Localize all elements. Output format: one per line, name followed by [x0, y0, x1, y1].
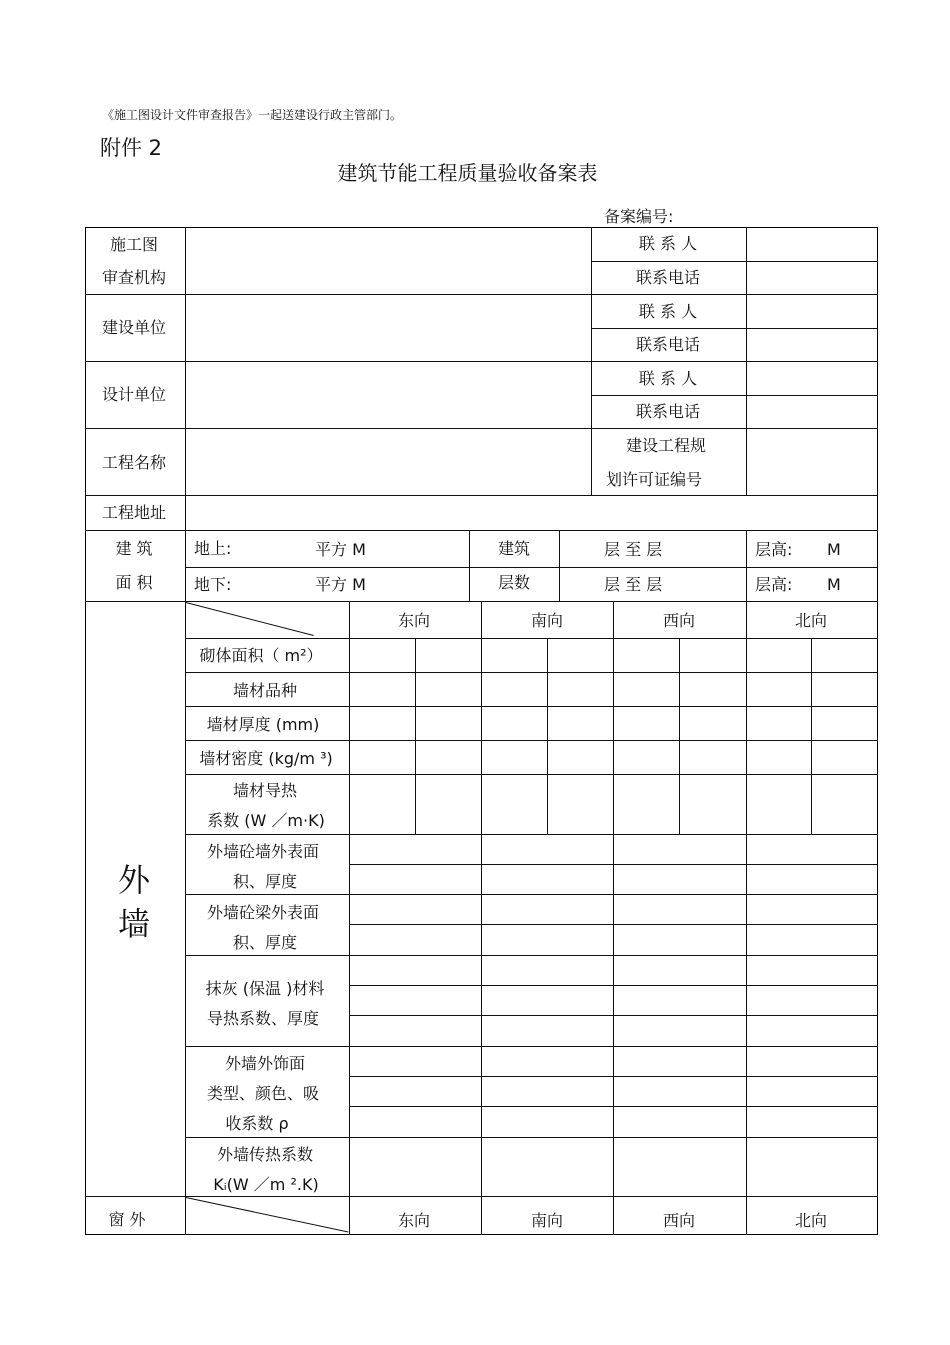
attachment-label: 附件 2 — [100, 136, 163, 160]
window-direction-south: 南向 — [530, 1211, 564, 1230]
project-address-label: 工程地址 — [101, 503, 167, 522]
concrete-beam-label-1: 外墙砼梁外表面 — [206, 903, 320, 922]
wall-density-label: 墙材密度 (kg/m ³) — [199, 749, 333, 768]
contact-person-label-1: 联 系 人 — [638, 234, 698, 253]
below-ground-label: 地下: — [194, 575, 232, 594]
concrete-wall-label-2: 积、厚度 — [232, 872, 298, 891]
wall-thickness-label: 墙材厚度 (mm) — [206, 715, 320, 734]
exterior-wall-label-1: 外 — [117, 861, 151, 899]
window-direction-west: 西向 — [662, 1211, 696, 1230]
plaster-label-1: 抹灰 (保温 )材料 — [205, 979, 325, 998]
record-number-label: 备案编号: — [604, 207, 674, 226]
building-area-label-2: 面 积 — [115, 573, 153, 592]
contact-phone-label-1: 联系电话 — [635, 268, 701, 287]
direction-east: 东向 — [397, 611, 431, 630]
finish-label-1: 外墙外饰面 — [224, 1054, 306, 1073]
permit-label-2: 划许可证编号 — [605, 470, 703, 489]
contact-person-label-3: 联 系 人 — [638, 369, 698, 388]
building-area-label-1: 建 筑 — [115, 539, 153, 558]
header-diagonal — [186, 602, 314, 636]
heat-transfer-label-2: Kᵢ(W ／m ².K) — [213, 1175, 319, 1194]
window-direction-north: 北向 — [794, 1211, 828, 1230]
floor-height-below-label: 层高: — [755, 575, 793, 594]
window-header-diagonal — [186, 1197, 349, 1232]
design-unit-label: 设计单位 — [101, 385, 167, 404]
direction-west: 西向 — [662, 611, 696, 630]
window-direction-east: 东向 — [397, 1211, 431, 1230]
wall-conductivity-label-2: 系数 (W ／m·K) — [207, 811, 325, 830]
wall-material-label: 墙材品种 — [232, 681, 298, 700]
floor-height-below-unit: M — [827, 575, 841, 594]
exterior-wall-label-2: 墙 — [117, 905, 151, 943]
permit-label-1: 建设工程规 — [625, 436, 707, 455]
wall-conductivity-label-1: 墙材导热 — [232, 781, 298, 800]
contact-phone-label-3: 联系电话 — [635, 402, 701, 421]
build-unit-label: 建设单位 — [101, 318, 167, 337]
heat-transfer-label-1: 外墙传热系数 — [216, 1145, 314, 1164]
finish-label-2: 类型、颜色、吸 — [206, 1084, 320, 1103]
concrete-beam-label-2: 积、厚度 — [232, 933, 298, 952]
project-name-label: 工程名称 — [101, 453, 167, 472]
review-org-label-1: 施工图 — [109, 235, 159, 254]
masonry-area-label: 砌体面积（ m²） — [199, 646, 323, 665]
finish-label-3: 收系数 ρ — [225, 1114, 289, 1133]
building-floors-label-1: 建筑 — [497, 539, 531, 558]
building-floors-label-2: 层数 — [497, 573, 531, 592]
contact-phone-label-2: 联系电话 — [635, 335, 701, 354]
review-org-label-2: 审查机构 — [101, 268, 167, 287]
floor-range-below: 层 至 层 — [604, 575, 663, 594]
direction-north: 北向 — [794, 611, 828, 630]
floor-range-above: 层 至 层 — [604, 540, 663, 559]
floor-height-above-label: 层高: — [755, 540, 793, 559]
form-title: 建筑节能工程质量验收备案表 — [337, 161, 598, 185]
above-ground-label: 地上: — [194, 539, 232, 558]
below-ground-unit: 平方 M — [315, 575, 366, 594]
note-text: 《施工图设计文件审查报告》一起送建设行政主管部门。 — [102, 108, 403, 122]
window-label: 窗 外 — [108, 1210, 146, 1229]
above-ground-unit: 平方 M — [315, 540, 366, 559]
contact-person-label-2: 联 系 人 — [638, 302, 698, 321]
direction-south: 南向 — [530, 611, 564, 630]
concrete-wall-label-1: 外墙砼墙外表面 — [206, 842, 320, 861]
floor-height-above-unit: M — [827, 540, 841, 559]
plaster-label-2: 导热系数、厚度 — [206, 1009, 320, 1028]
